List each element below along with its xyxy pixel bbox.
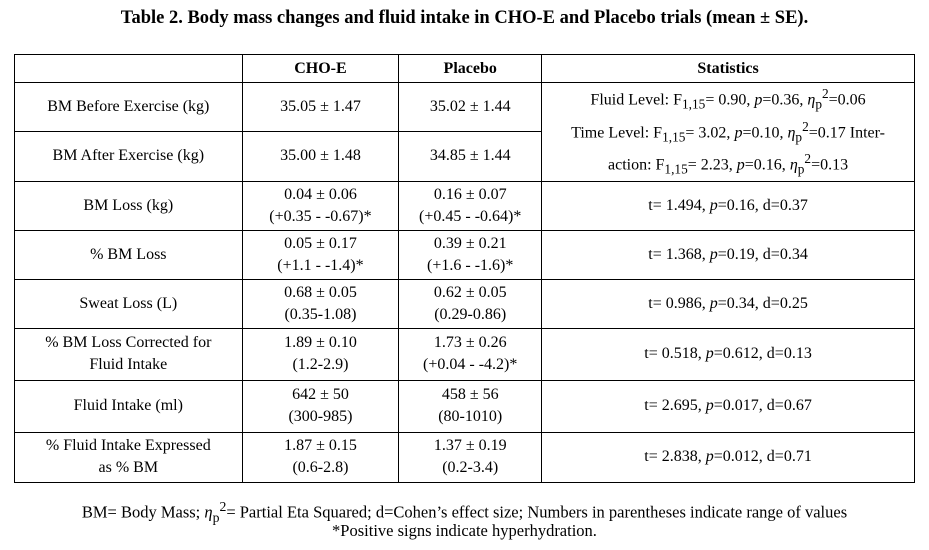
table-row — [15, 328, 915, 380]
header-empty — [15, 55, 243, 83]
placebo-value: 0.39 ± 0.21 (+1.6 - -1.6)* — [399, 230, 542, 279]
row-label: Sweat Loss (L) — [15, 279, 243, 328]
stat-value: t= 1.368, p=0.19, d=0.34 — [542, 230, 915, 279]
row-label: % Fluid Intake Expressed as % BM — [15, 432, 243, 482]
table-row — [15, 432, 915, 482]
placebo-value: 1.37 ± 0.19 (0.2-3.4) — [399, 432, 542, 482]
fluid-level-stat: Fluid Level: $F_{1,15}= 0.90$, p=0.36, $\eta_p^2=0.06$ — [590, 86, 866, 112]
row-label: BM Before Exercise (kg) — [15, 83, 243, 132]
stat-value: t= 2.695, p=0.017, d=0.67 — [542, 380, 915, 432]
table-row — [15, 380, 915, 432]
stat-value: t= 0.986, p=0.34, d=0.25 — [542, 279, 915, 328]
placebo-value: 0.62 ± 0.05 (0.29-0.86) — [399, 279, 542, 328]
cho-value: 0.68 ± 0.05 (0.35-1.08) — [242, 279, 399, 328]
interaction-stat: action: $F_{1,15}= 2.23$, p=0.16, $\eta_p^2=0.13$ — [607, 151, 849, 177]
placebo-value: 0.16 ± 0.07 (+0.45 - -0.64)* — [399, 181, 542, 230]
table-caption: Table 2. Body mass changes and fluid intake in CHO-E and Placebo trials (mean ± SE). — [120, 8, 809, 28]
row-label: % BM Loss — [15, 230, 243, 279]
anova-stats — [542, 83, 915, 182]
row-label: % BM Loss Corrected for Fluid Intake — [15, 328, 243, 380]
cho-value: 35.05 ± 1.47 — [242, 83, 399, 132]
header-cho-e: CHO-E — [242, 55, 399, 83]
footnote-positive-signs: *Positive signs indicate hyperhydration. — [332, 521, 597, 540]
header-placebo: Placebo — [399, 55, 542, 83]
stat-value: t= 1.494, p=0.16, d=0.37 — [542, 181, 915, 230]
row-label: BM Loss (kg) — [15, 181, 243, 230]
table-row — [15, 181, 915, 230]
placebo-value: 1.73 ± 0.26 (+0.04 - -4.2)* — [399, 328, 542, 380]
header-row — [15, 55, 915, 83]
placebo-value: 35.02 ± 1.44 — [399, 83, 542, 132]
table-row — [15, 83, 915, 132]
placebo-value: 34.85 ± 1.44 — [399, 132, 542, 181]
row-label: BM After Exercise (kg) — [15, 132, 243, 181]
table-row — [15, 279, 915, 328]
time-level-stat: Time Level: $F_{1,15}= 3.02$, p=0.10, $\eta_p^2=0.17$ Inter- — [571, 118, 885, 145]
row-label: Fluid Intake (ml) — [15, 380, 243, 432]
cho-value: 0.05 ± 0.17 (+1.1 - -1.4)* — [242, 230, 399, 279]
cho-value: 1.87 ± 0.15 (0.6-2.8) — [242, 432, 399, 482]
cho-value: 642 ± 50 (300-985) — [242, 380, 399, 432]
header-statistics: Statistics — [542, 55, 915, 83]
stat-value: t= 0.518, p=0.612, d=0.13 — [542, 328, 915, 380]
cho-value: 1.89 ± 0.10 (1.2-2.9) — [242, 328, 399, 380]
footnote-abbreviations: BM= Body Mass; $\eta_p^2=$ Partial Eta Squared; d=Cohen’s effect size; Numbers in parentheses indicate range of values — [81, 499, 848, 525]
cho-value: 0.04 ± 0.06 (+0.35 - -0.67)* — [242, 181, 399, 230]
results-table — [14, 54, 915, 483]
table-row — [15, 230, 915, 279]
stat-value: t= 2.838, p=0.012, d=0.71 — [542, 432, 915, 482]
placebo-value: 458 ± 56 (80-1010) — [399, 380, 542, 432]
cho-value: 35.00 ± 1.48 — [242, 132, 399, 181]
